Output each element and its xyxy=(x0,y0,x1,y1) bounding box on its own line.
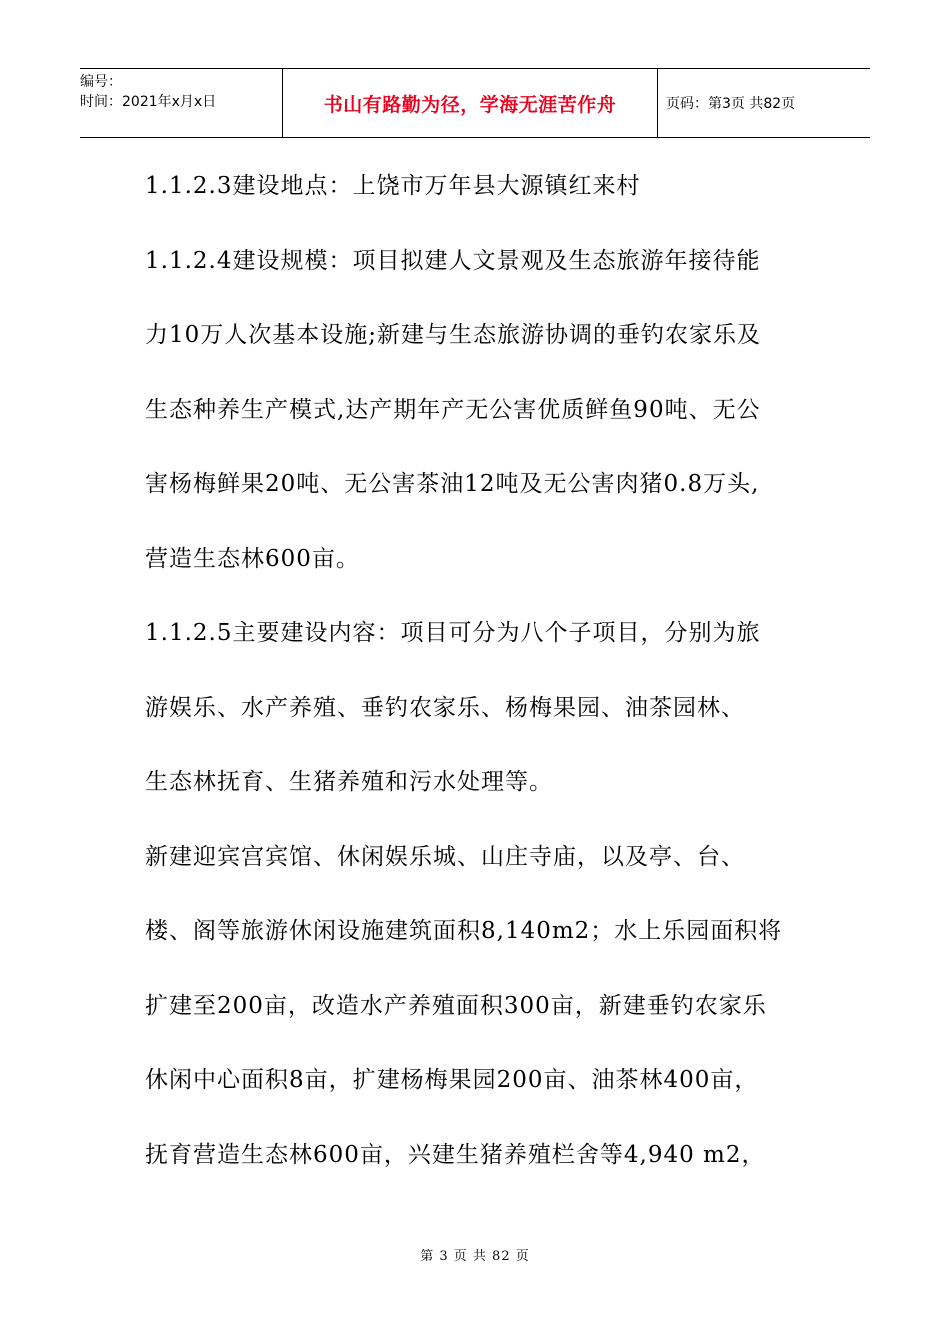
header-meta xyxy=(80,69,283,137)
header-motto: 书山有路勤为径，学海无涯苦作舟 xyxy=(283,69,658,137)
body-line: 休闲中心面积8亩，扩建杨梅果园200亩、油茶林400亩， xyxy=(145,1067,759,1093)
body-line: 1.1.2.4建设规模：项目拟建人文景观及生态旅游年接待能 xyxy=(145,247,761,274)
body-line: 1.1.2.5主要建设内容：项目可分为八个子项目，分别为旅 xyxy=(145,620,761,646)
document-time-label: 时间：2021年x月x日 xyxy=(80,94,217,110)
body-line: 游娱乐、水产养殖、垂钓农家乐、杨梅果园、油茶园林、 xyxy=(145,694,745,721)
body-line: 害杨梅鲜果20吨、无公害茶油12吨及无公害肉猪0.8万头, xyxy=(145,471,760,497)
body-line: 生态林抚育、生猪养殖和污水处理等。 xyxy=(145,769,553,795)
body-line: 1.1.2.3建设地点：上饶市万年县大源镇红来村 xyxy=(145,173,641,199)
page-footer: 第 3 页 共 82 页 xyxy=(420,1249,530,1264)
document-body xyxy=(145,164,825,1207)
body-line: 生态种养生产模式,达产期年产无公害优质鲜鱼90吨、无公 xyxy=(145,396,761,423)
body-line: 楼、阁等旅游休闲设施建筑面积8,140m2；水上乐园面积将 xyxy=(145,918,783,944)
body-line: 营造生态林600亩。 xyxy=(145,545,360,572)
body-line: 新建迎宾宫宾馆、休闲娱乐城、山庄寺庙，以及亭、台、 xyxy=(145,843,745,870)
body-line: 扩建至200亩，改造水产养殖面积300亩，新建垂钓农家乐 xyxy=(145,992,767,1019)
page-header xyxy=(80,68,870,138)
header-page-code: 页码：第3页 共82页 xyxy=(666,96,796,112)
document-number-label: 编号： xyxy=(80,74,122,90)
body-line: 力10万人次基本设施;新建与生态旅游协调的垂钓农家乐及 xyxy=(145,322,762,348)
body-line: 抚育营造生态林600亩，兴建生猪养殖栏舍等4,940 m2， xyxy=(145,1141,766,1168)
